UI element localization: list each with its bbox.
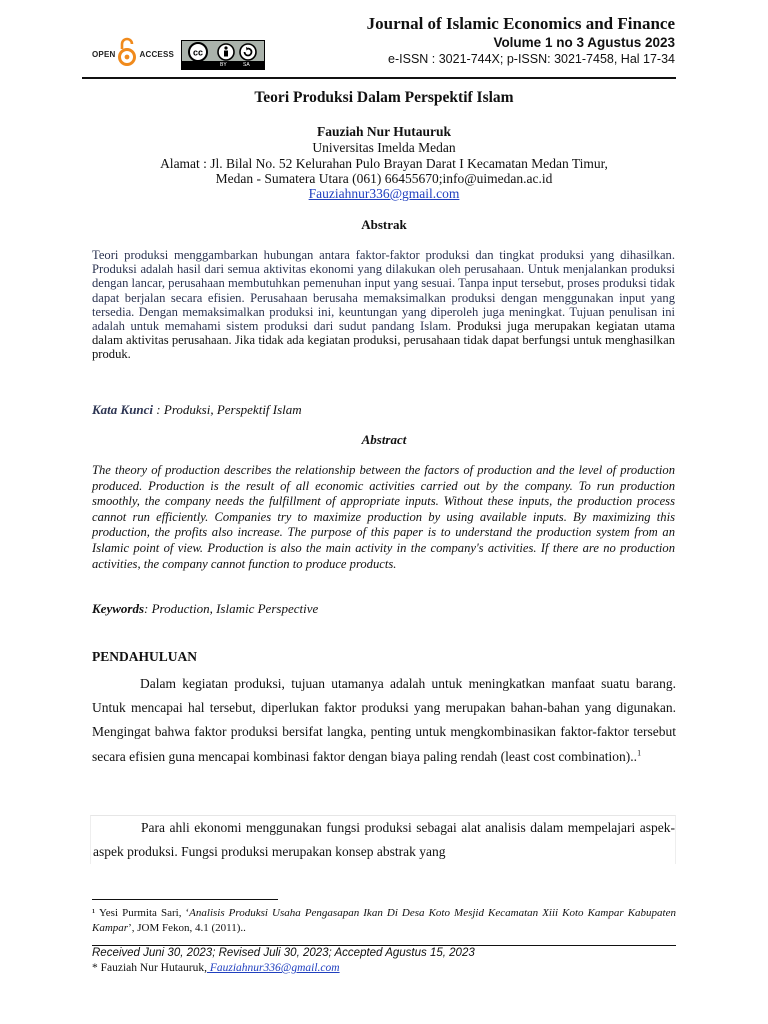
- header-divider: [82, 77, 676, 79]
- intro-paragraph-2-text: Para ahli ekonomi menggunakan fungsi produksi sebagai alat analisis dalam mempelajari aspek-aspek produksi. Fungsi produksi merupakan konsep abstrak yang: [93, 820, 675, 860]
- corresponding-author-name: * Fauziah Nur Hutauruk,: [92, 962, 207, 974]
- attribution-icon: [218, 44, 234, 60]
- open-access-lock-icon: [117, 37, 137, 72]
- section-heading-pendahuluan: PENDAHULUAN: [92, 649, 198, 664]
- abstrak-text: [92, 248, 675, 362]
- abstract-text: The theory of production describes the relationship between the factors of production and the level of production produced. Production is the result of all economic activities carried out by the company. To run production smoothly, the company needs the fulfillment of appropriate inputs. Without these inputs, the production process cannot run efficiently. Companies try to maximize production by using available inputs. By maximizing this production, the profits also increase. The purpose of this paper is to understand the production system from an Islamic point of view. Production is also the main activity in the company's activities. If there are no production activities, the company cannot function to produce products.: [92, 463, 675, 571]
- author-email-link[interactable]: Fauziahnur336@gmail.com: [308, 186, 460, 201]
- creative-commons-icon: [189, 43, 207, 61]
- author-name: Fauziah Nur Hutauruk: [316, 124, 452, 139]
- open-access-logo: [92, 38, 174, 70]
- journal-issn: e-ISSN : 3021-744X; p-ISSN: 3021-7458, Hal 17-34: [388, 52, 675, 66]
- author-email-row: [0, 186, 768, 202]
- keywords: [92, 601, 318, 617]
- footnote-source: ’, JOM Fekon, 4.1 (2011)..: [128, 922, 246, 934]
- kata-kunci: [92, 402, 302, 418]
- open-access-right-text: ACCESS: [139, 49, 175, 59]
- corresponding-author: [92, 962, 340, 974]
- abstrak-heading: Abstrak: [361, 217, 407, 232]
- svg-text:cc: cc: [192, 47, 204, 58]
- journal-volume: Volume 1 no 3 Agustus 2023: [493, 35, 675, 50]
- intro-paragraph-1: [92, 672, 676, 769]
- author-affiliation: Universitas Imelda Medan: [312, 140, 456, 155]
- footnote-divider: [92, 899, 278, 900]
- abstrak-text-part1: Teori produksi menggambarkan hubungan antara faktor-faktor produksi dan tingkat produksi yang dihasilkan. Produksi adalah hasil dari semua aktivitas ekonomi yang dilakukan oleh perusahaan. Untuk menjalankan produksi dengan lancar, perusahaan membutuhkan pemenuhan input yang sesuai. Tanpa input tersebut, proses produksi tidak dapat berjalan secara efisien. Perusahaan berusaha memaksimalkan produksi dengan menggunakan input yang tersedia. Dengan memaksimalkan produksi ini, keuntungan yang diperoleh juga meningkat. Tujuan penulisan ini adalah untuk memahami sistem produksi dari sudut pandang Islam.: [92, 248, 675, 334]
- journal-name: Journal of Islamic Economics and Finance: [366, 14, 675, 33]
- footnote-marker: ¹: [92, 907, 96, 919]
- intro-paragraph-1-text: Dalam kegiatan produksi, tujuan utamanya adalah untuk meningkatkan manfaat suatu barang. Untuk mencapai hal tersebut, diperlukan faktor produksi yang merupakan bahan-bahan yang digunakan. Mengingat bahwa faktor produksi bersifat langka, penting untuk mengkombinasikan faktor-faktor tersebut secara efisien guna mencapai kombinasi faktor dengan biaya paling rendah (least cost combination)..: [92, 676, 676, 764]
- footnote-title: Analisis Produksi Usaha Pengasapan Ikan Di Desa Koto Mesjid Kecamatan Xiii Koto Kampar Kabupaten Kampar: [92, 907, 676, 934]
- author-address-line1: Alamat : Jl. Bilal No. 52 Kelurahan Pulo Brayan Darat I Kecamatan Medan Timur,: [160, 156, 608, 171]
- author-address-line2: Medan - Sumatera Utara (061) 66455670;info@uimedan.ac.id: [215, 171, 553, 186]
- footnote: [92, 906, 676, 936]
- intro-paragraph-2: [90, 815, 676, 864]
- footer-divider: [92, 945, 676, 946]
- license-by-label: BY: [220, 62, 227, 68]
- footnote-author: Yesi Purmita Sari, ‘: [95, 907, 190, 919]
- open-access-left-text: OPEN: [92, 49, 116, 59]
- kata-kunci-label: Kata Kunci: [92, 402, 154, 417]
- cc-license-badge: [181, 40, 265, 70]
- kata-kunci-value: : Produksi, Perspektif Islam: [153, 402, 302, 417]
- keywords-label: Keywords: [92, 601, 144, 616]
- abstract-heading: Abstract: [361, 432, 407, 447]
- abstrak-text-part2: Produksi juga merupakan kegiatan utama dalam aktivitas perusahaan. Jika tidak ada kegiatan produksi, perusahaan tidak dapat berfungsi untuk menghasilkan produk.: [92, 319, 675, 362]
- share-alike-icon: [240, 44, 256, 60]
- received-dates: Received Juni 30, 2023; Revised Juli 30, 2023; Accepted Agustus 15, 2023: [92, 947, 475, 959]
- paper-title: Teori Produksi Dalam Perspektif Islam: [254, 89, 514, 106]
- keywords-value: : Production, Islamic Perspective: [144, 601, 319, 616]
- corresponding-email-link[interactable]: Fauziahnur336@gmail.com: [206, 962, 340, 974]
- footnote-reference[interactable]: 1: [637, 748, 642, 758]
- license-sa-label: SA: [243, 62, 250, 68]
